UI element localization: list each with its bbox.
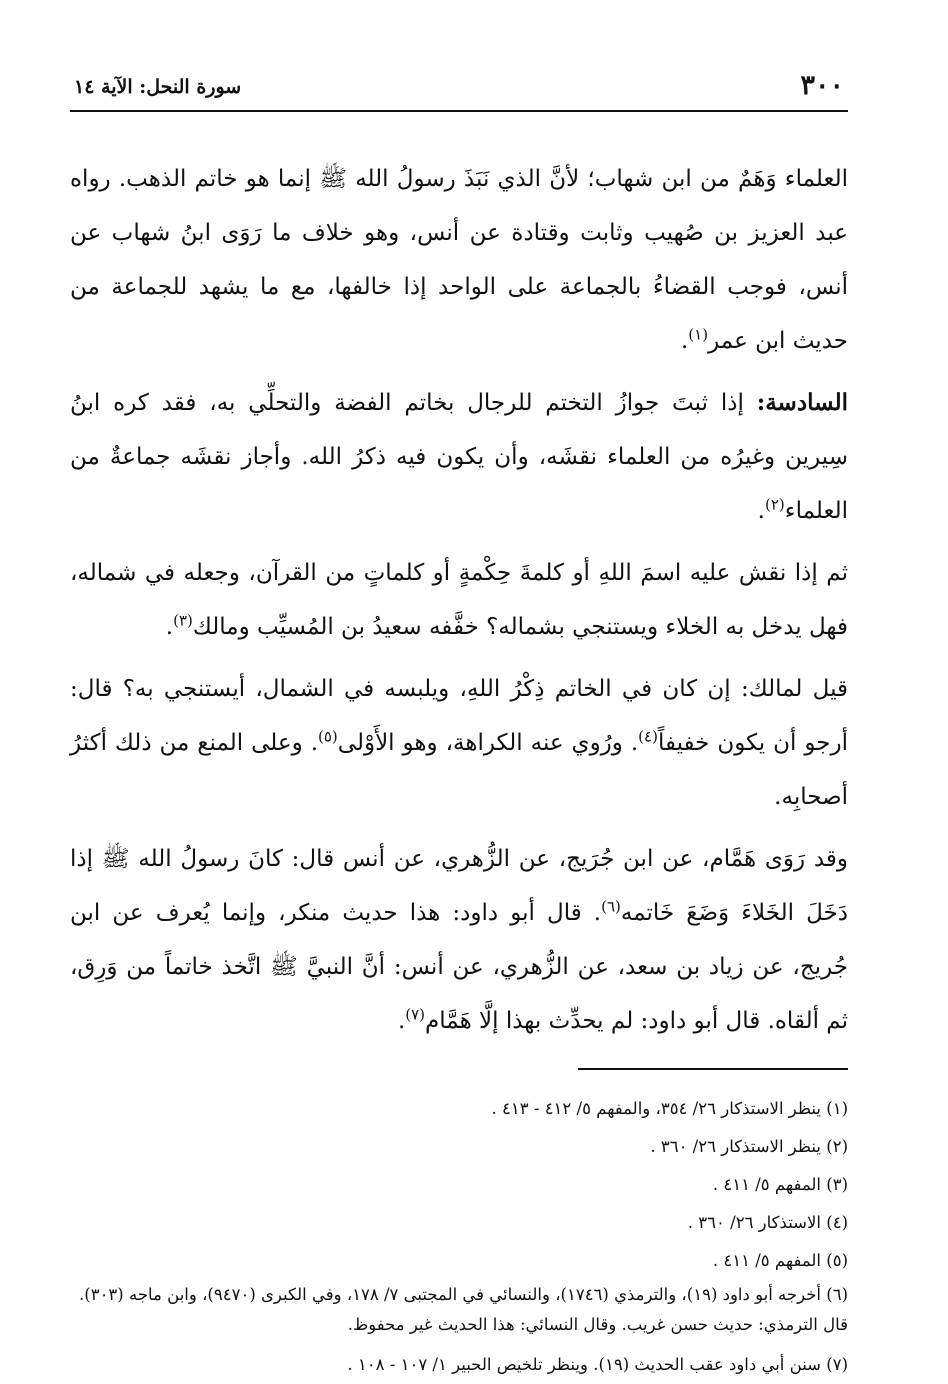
footnote-reference[interactable]: (٣)	[173, 611, 193, 630]
footnote-reference[interactable]: (٢)	[764, 495, 785, 514]
footnote: (٢) ينظر الاستذكار ٢٦/ ٣٦٠ .	[650, 1137, 848, 1156]
footnote-reference[interactable]: (١)	[688, 325, 709, 344]
paragraph-text: العلماء وَهَمٌ من ابن شهاب؛ لأنَّ الذي نَبَذَ رسولُ الله ﷺ إنما هو خاتم الذهب. رواه عبد العزيز بن صُهيب وثابت وقتادة عن أنس، وهو خلاف ما رَوَى ابنُ شهاب عن أنس، فوجب القضاءُ بالجماعة على الواحد إذا خالفها، مع ما يشهد للجماعة من حديث ابن عمر	[70, 166, 848, 354]
footnote: (٧) سنن أبي داود عقب الحديث (١٩). وينظر تلخيص الحبير ١/ ١٠٧ - ١٠٨ .	[347, 1355, 848, 1374]
footnote: (٤) الاستذكار ٢٦/ ٣٦٠ .	[687, 1213, 848, 1232]
paragraph-text: .	[680, 328, 689, 354]
footnotes	[70, 1090, 848, 1384]
paragraph-text: . ورُوي عنه الكراهة، وهو الأَوْلى	[337, 730, 639, 756]
footnote: (١) ينظر الاستذكار ٢٦/ ٣٥٤، والمفهم ٥/ ٤١٢ - ٤١٣ .	[491, 1099, 848, 1118]
paragraph	[70, 832, 848, 1048]
book-page	[70, 62, 848, 1374]
footnote-reference[interactable]: (٥)	[318, 727, 338, 746]
paragraph-text: وقد رَوَى هَمَّام، عن ابن جُرَيج، عن الزُّهري، عن أنس قال: كانَ رسولُ الله ﷺ إذا دَخَلَ الخَلاءَ وَضَعَ خَاتمه	[70, 846, 848, 926]
footnote: (٣) المفهم ٥/ ٤١١ .	[712, 1175, 848, 1194]
main-text	[70, 152, 848, 1048]
section-lead: السادسة:	[756, 389, 848, 416]
paragraph	[70, 376, 848, 538]
paragraph-text: .	[397, 1008, 406, 1034]
paragraph-text: . وعلى المنع من ذلك أكثرُ أصحابِه.	[70, 730, 848, 810]
footnote: (٥) المفهم ٥/ ٤١١ .	[712, 1251, 848, 1270]
footnote-reference[interactable]: (٧)	[405, 1005, 426, 1024]
footnote-divider	[578, 1068, 848, 1070]
running-title: سورة النحل: الآية ١٤	[74, 76, 242, 98]
page-number: ٣٠٠	[800, 70, 844, 101]
footnote-reference[interactable]: (٤)	[638, 727, 658, 746]
page-header	[70, 62, 848, 112]
paragraph-text: إذا ثبتَ جوازُ التختم للرجال بخاتم الفضة والتحلِّي به، فقد كره ابنُ سِيرين وغيرُه من العلماء نقشَه، وأن يكون فيه ذكرُ الله. وأجاز نقشَه جماعةٌ من العلماء	[70, 390, 848, 524]
paragraph	[70, 152, 848, 368]
paragraph-text: .	[757, 498, 765, 524]
paragraph	[70, 546, 848, 654]
paragraph-text: قيل لمالك: إن كان في الخاتم ذِكْرُ اللهِ، ويلبسه في الشمال، أيستنجي به؟ قال: أرجو أن يكون خفيفاً	[70, 676, 848, 756]
paragraph-text: ثم إذا نقش عليه اسمَ اللهِ أو كلمةَ حِكْمةٍ أو كلماتٍ من القرآن، وجعله في شماله، فهل يدخل به الخلاء ويستنجي بشماله؟ خفَّفه سعيدُ بن المُسيِّب ومالك	[70, 560, 848, 640]
paragraph-text: .	[165, 614, 174, 640]
footnote: (٦) أخرجه أبو داود (١٩)، والترمذي (١٧٤٦)، والنسائي في المجتبى ٧/ ١٧٨، وفي الكبرى (٩٤٧٠)، وابن ماجه (٣٠٣). قال الترمذي: حديث حسن غريب. وقال النسائي: هذا الحديث غير محفوظ.	[79, 1285, 848, 1334]
paragraph-text: . قال أبو داود: هذا حديث منكر، وإنما يُعرف عن ابن جُريج، عن زياد بن سعد، عن الزُّهري، عن أنس: أنَّ النبيَّ ﷺ اتَّخذ خاتماً من وَرِق، ثم ألقاه. قال أبو داود: لم يحدِّث بهذا إلَّا هَمَّام	[70, 900, 848, 1034]
footnote-reference[interactable]: (٦)	[601, 897, 621, 916]
paragraph	[70, 662, 848, 824]
